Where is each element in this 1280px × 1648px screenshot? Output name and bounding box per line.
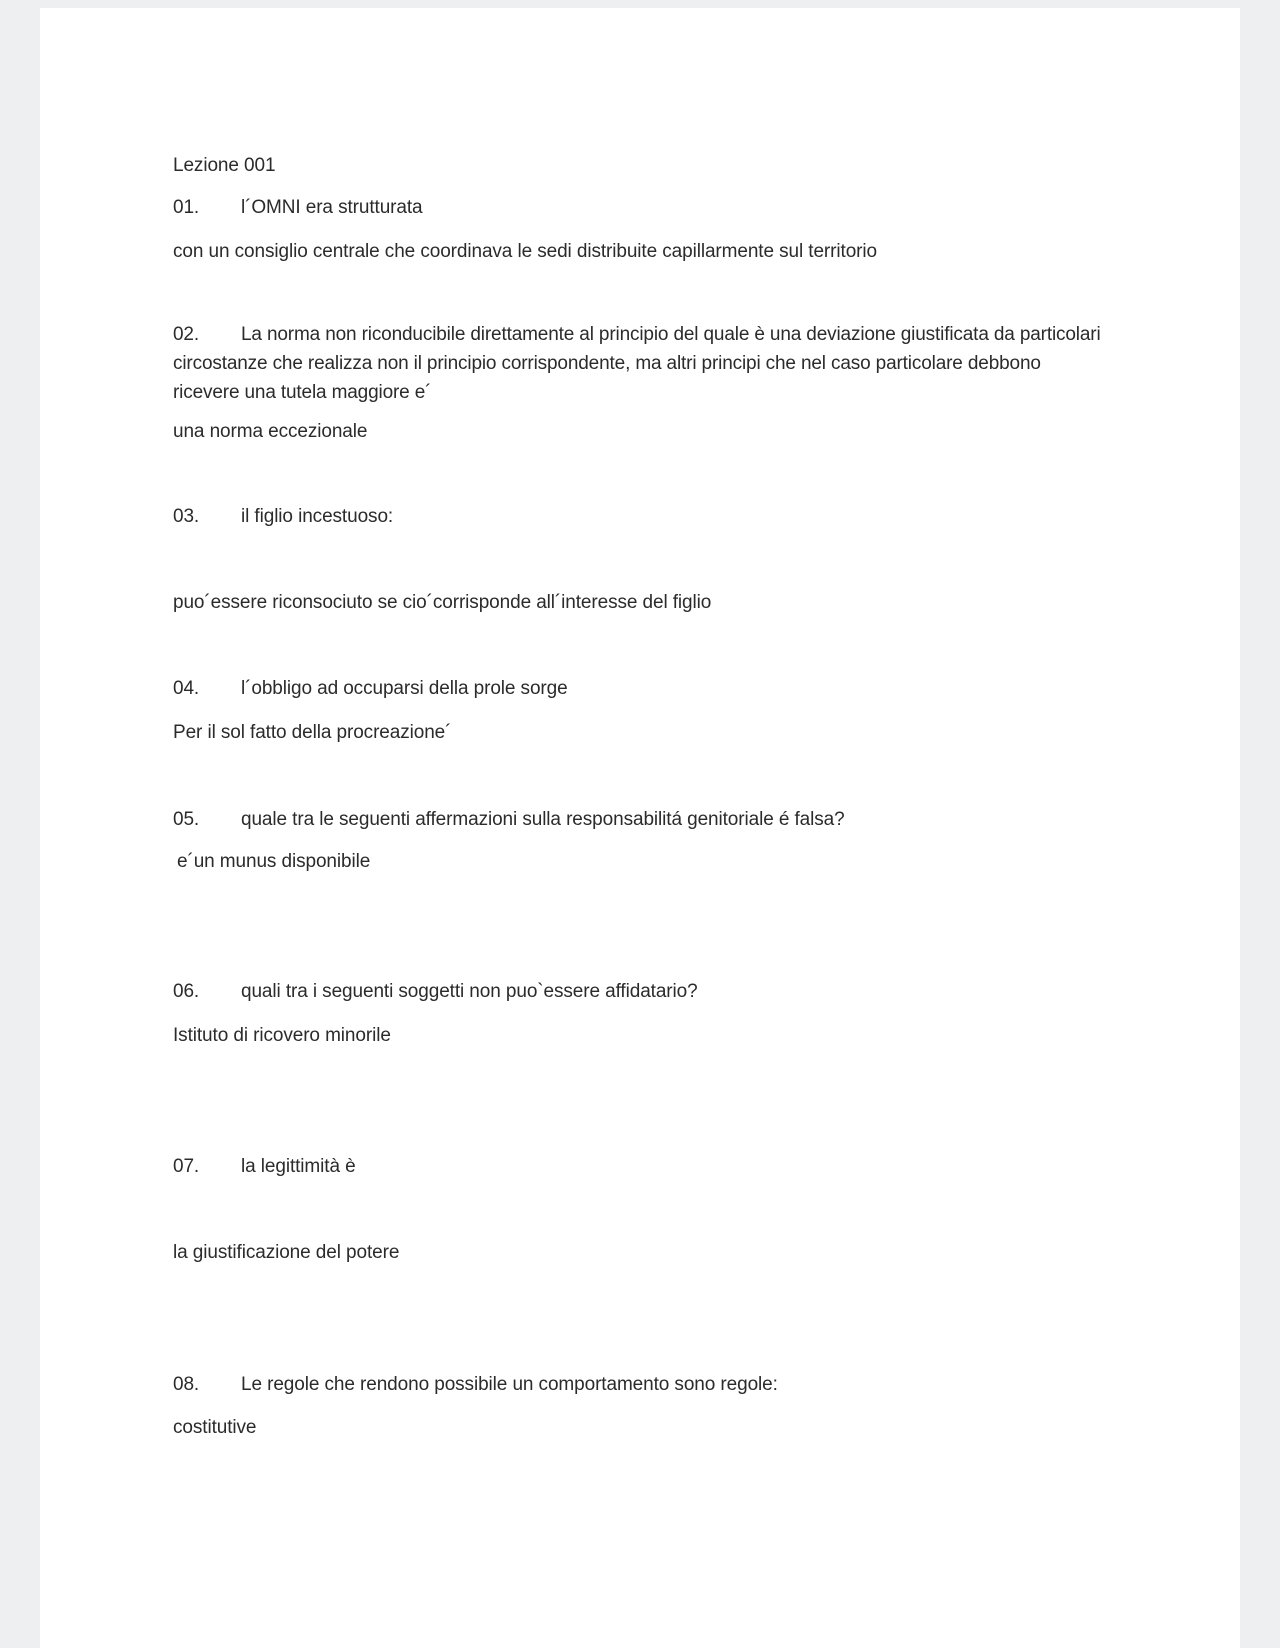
question-number: 04. [173, 678, 200, 699]
answer-04: Per il sol fatto della procreazione´ [173, 722, 452, 743]
question-text: l´obbligo ad occuparsi della prole sorge [241, 678, 568, 699]
answer-02: una norma eccezionale [173, 421, 368, 442]
question-number: 02. [173, 324, 199, 345]
question-text: la legittimità è [241, 1156, 356, 1177]
answer-07: la giustificazione del potere [173, 1242, 400, 1263]
question-text: l´OMNI era strutturata [241, 197, 423, 218]
question-number: 01. [173, 197, 200, 218]
question-number: 08. [173, 1374, 200, 1395]
question-text: quale tra le seguenti affermazioni sulla responsabilitá genitoriale é falsa? [241, 809, 845, 830]
lesson-heading: Lezione 001 [173, 155, 276, 176]
question-04 [173, 674, 568, 703]
answer-05: e´un munus disponibile [177, 851, 371, 872]
answer-06: Istituto di ricovero minorile [173, 1025, 391, 1046]
question-06 [173, 977, 698, 1006]
answer-08: costitutive [173, 1417, 257, 1438]
answer-03: puo´essere riconsociuto se cio´corrisponde all´interesse del figlio [173, 592, 712, 613]
question-08 [173, 1370, 778, 1399]
question-number: 07. [173, 1156, 200, 1177]
question-number: 03. [173, 506, 200, 527]
question-07 [173, 1152, 356, 1181]
question-number: 05. [173, 809, 200, 830]
question-number: 06. [173, 981, 200, 1002]
question-02 [173, 320, 1103, 407]
question-text: il figlio incestuoso: [241, 506, 394, 527]
question-text: Le regole che rendono possibile un comportamento sono regole: [241, 1374, 778, 1395]
question-03 [173, 502, 393, 531]
question-05 [173, 805, 845, 834]
question-text: La norma non riconducibile direttamente al principio del quale è una deviazione giustificata da particolari circostanze che realizza non il principio corrispondente, ma altri principi che nel caso particolare debbono ricevere una tutela maggiore e´ [173, 324, 1101, 403]
question-01 [173, 193, 423, 222]
question-text: quali tra i seguenti soggetti non puo`essere affidatario? [241, 981, 698, 1002]
document-page [40, 8, 1240, 1648]
answer-01: con un consiglio centrale che coordinava le sedi distribuite capillarmente sul territorio [173, 241, 877, 262]
